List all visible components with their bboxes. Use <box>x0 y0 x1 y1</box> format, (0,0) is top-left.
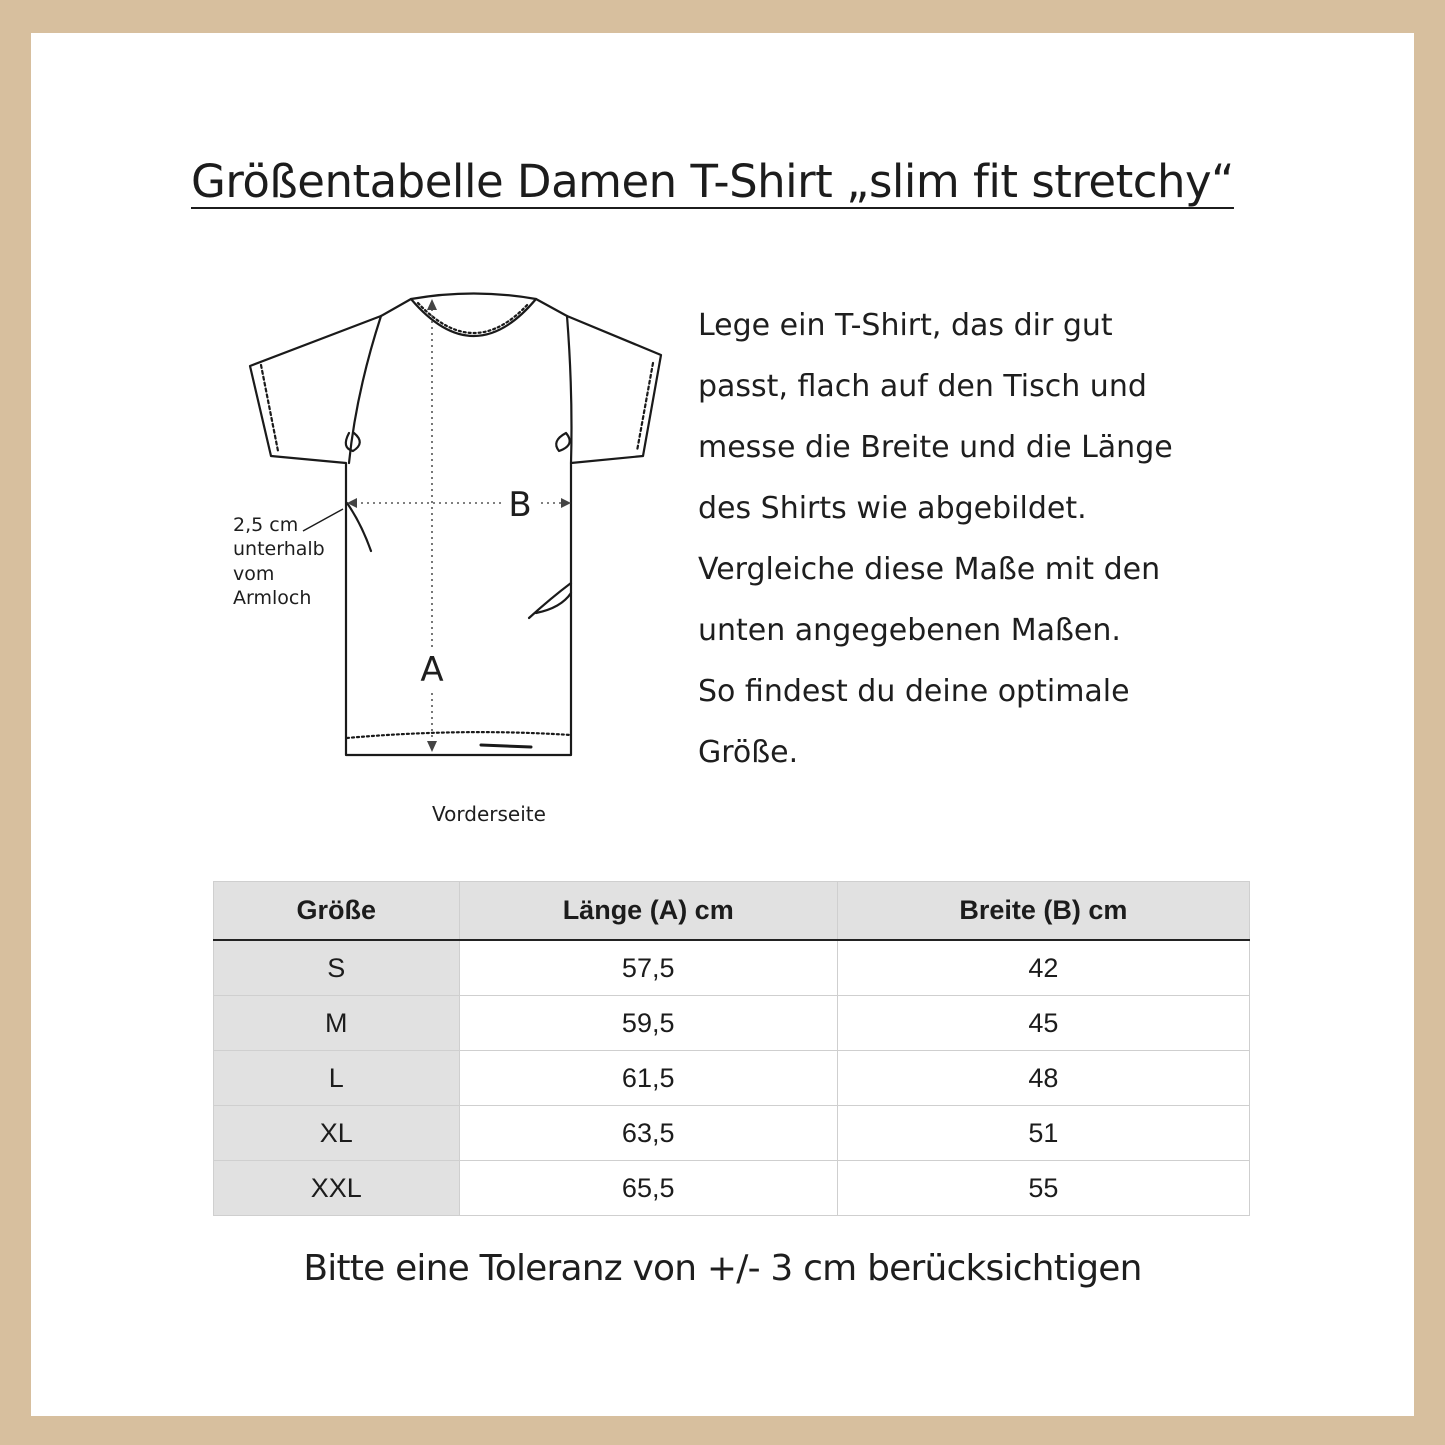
width-cell: 42 <box>837 940 1249 996</box>
table-row <box>214 1051 1250 1106</box>
tshirt-diagram <box>191 283 691 826</box>
header-length: Länge (A) cm <box>459 882 837 941</box>
svg-text:Armloch: Armloch <box>233 587 312 609</box>
page-title: Größentabelle Damen T-Shirt „slim fit stretchy“ <box>191 155 1234 208</box>
size-cell: L <box>214 1051 460 1106</box>
measuring-instructions: Lege ein T-Shirt, das dir gut passt, flach auf den Tisch und messe die Breite und die Länge des Shirts wie abgebildet. Vergleiche diese Maße mit den unten angegebenen Maßen. So findest du deine optimale Größe. <box>698 308 1173 770</box>
table-row <box>214 940 1250 996</box>
width-cell: 48 <box>837 1051 1249 1106</box>
table-row <box>214 1106 1250 1161</box>
tshirt-outline-icon <box>250 294 661 756</box>
table-row <box>214 996 1250 1051</box>
length-cell: 63,5 <box>459 1106 837 1161</box>
size-table <box>213 881 1250 1216</box>
length-cell: 57,5 <box>459 940 837 996</box>
label-b: B <box>508 485 532 525</box>
width-cell: 45 <box>837 996 1249 1051</box>
svg-text:vom: vom <box>233 563 275 585</box>
width-cell: 51 <box>837 1106 1249 1161</box>
size-cell: XL <box>214 1106 460 1161</box>
width-cell: 55 <box>837 1161 1249 1216</box>
table-header-row <box>214 882 1250 941</box>
svg-text:2,5 cm: 2,5 cm <box>233 514 299 536</box>
measurement-note <box>233 514 325 609</box>
diagram-caption: Vorderseite <box>432 802 546 826</box>
length-cell: 61,5 <box>459 1051 837 1106</box>
table-row <box>214 1161 1250 1216</box>
size-cell: XXL <box>214 1161 460 1216</box>
length-cell: 59,5 <box>459 996 837 1051</box>
header-size: Größe <box>214 882 460 941</box>
header-width: Breite (B) cm <box>837 882 1249 941</box>
tolerance-note: Bitte eine Toleranz von +/- 3 cm berücksichtigen <box>303 1248 1142 1289</box>
label-a: A <box>420 650 444 690</box>
length-cell: 65,5 <box>459 1161 837 1216</box>
size-cell: S <box>214 940 460 996</box>
size-chart-card <box>31 33 1414 1416</box>
svg-text:unterhalb: unterhalb <box>233 538 325 560</box>
size-cell: M <box>214 996 460 1051</box>
